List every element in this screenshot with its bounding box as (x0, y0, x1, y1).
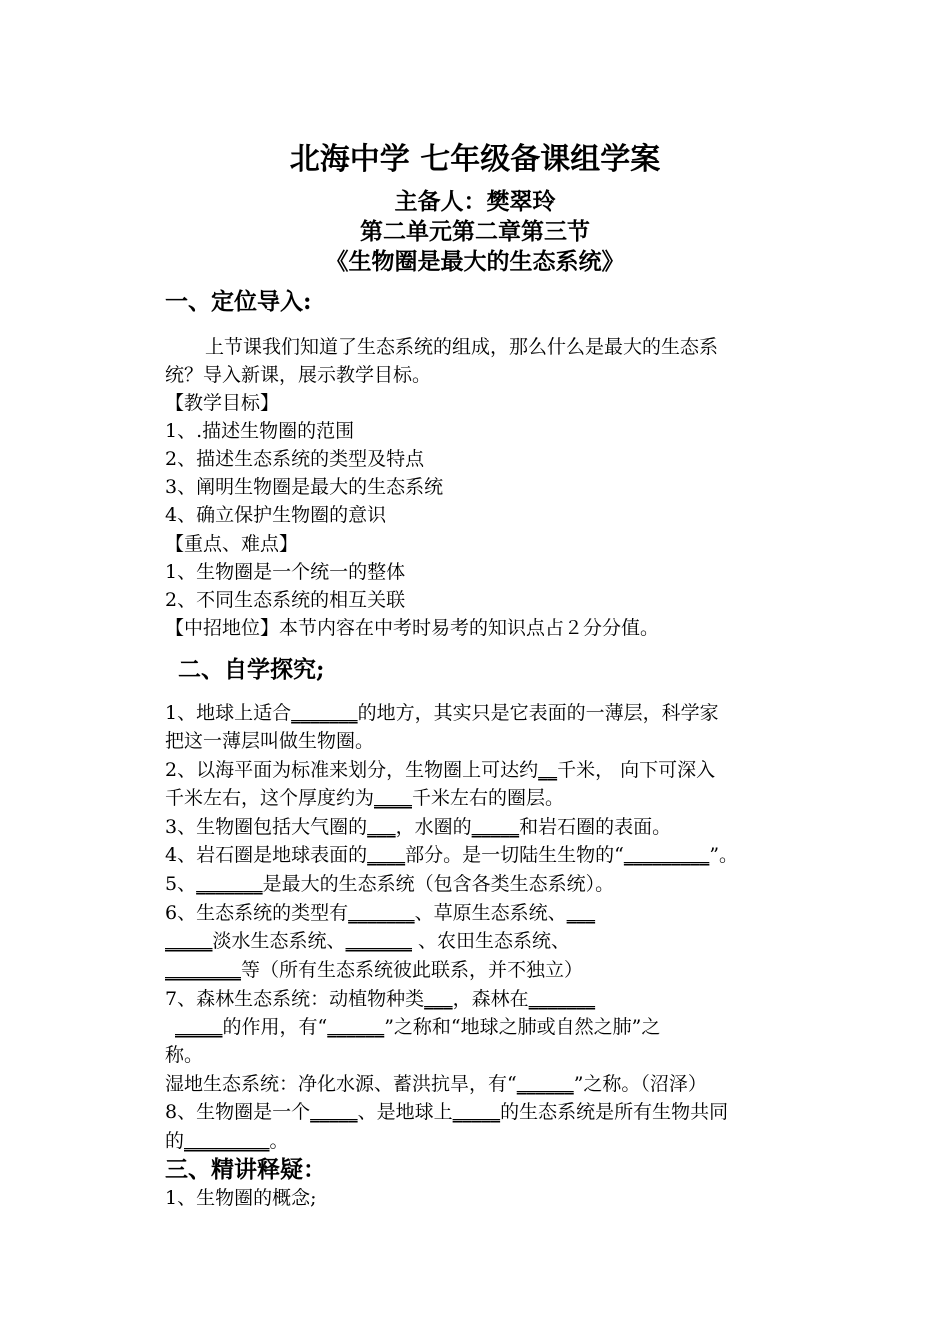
answer-blank: _______ (528, 988, 596, 1010)
goal-item: 1、.描述生物圈的范围 (165, 420, 355, 442)
question-7-line-2 (175, 1014, 660, 1040)
answer-blank: ______ (516, 1073, 574, 1095)
section1-heading: 一、定位导入: (165, 288, 312, 315)
question-text: 2、以海平面为标准来划分，生物圈上可达约 (165, 759, 539, 781)
section3-heading: 三、精讲释疑： (165, 1156, 326, 1183)
answer-blank: ________ (165, 959, 241, 981)
section3-item: 1、生物圈的概念; (165, 1187, 317, 1209)
question-text: 部分。是一切陆生生物的“ (405, 844, 624, 866)
question-text: 的作用，有“ (222, 1016, 328, 1038)
question-2-line-1 (165, 757, 715, 783)
answer-blank: _____ (165, 930, 213, 952)
question-1-line-2: 把这一薄层叫做生物圈。 (165, 730, 375, 752)
answer-blank: _________ (623, 844, 710, 866)
wetland-line (165, 1071, 707, 1097)
goals-label: 【教学目标】 (165, 392, 280, 414)
question-text: 千米左右的圈层。 (412, 787, 565, 809)
question-6-line-1 (165, 900, 595, 926)
question-text: 8、生物圈是一个 (165, 1101, 311, 1123)
intro-line-2: 统？导入新课，展示教学目标。 (165, 364, 432, 386)
question-text: 千米左右，这个厚度约为 (165, 787, 375, 809)
question-2-line-2 (165, 785, 564, 811)
question-8-line-1 (165, 1099, 728, 1125)
question-text: ，水圈的 (395, 816, 472, 838)
question-text: 。 (269, 1130, 289, 1152)
question-8-line-2 (165, 1128, 289, 1154)
answer-blank: ___ (367, 816, 396, 838)
question-6-line-3 (165, 957, 583, 983)
question-5 (165, 871, 614, 897)
question-text: 7、森林生态系统：动植物种类 (165, 988, 425, 1010)
lesson-title: 《生物圈是最大的生态系统》 (325, 248, 625, 275)
question-7-line-1 (165, 986, 595, 1012)
question-text: ”之称。（沼泽） (573, 1073, 707, 1095)
answer-blank: ____ (374, 787, 413, 809)
goal-item: 4、确立保护生物圈的意识 (165, 504, 387, 526)
answer-blank: _____ (310, 1101, 358, 1123)
author-line: 主备人：樊翠玲 (394, 188, 556, 215)
question-6-line-2 (165, 928, 570, 954)
question-text: 3、生物圈包括大气圈的 (165, 816, 368, 838)
exam-note: 【中招地位】本节内容在中考时易考的知识点占２分分值。 (165, 617, 660, 639)
question-text: 4、岩石圈是地球表面的 (165, 844, 368, 866)
answer-blank: _____ (175, 1016, 223, 1038)
chapter-line: 第二单元第二章第三节 (360, 218, 590, 245)
key-point-item: 2、不同生态系统的相互关联 (165, 589, 406, 611)
question-text: 1、地球上适合 (165, 702, 292, 724)
answer-blank: _______ (291, 702, 358, 724)
intro-line-1: 上节课我们知道了生态系统的组成，那么什么是最大的生态系 (205, 336, 719, 358)
question-text: 湿地生态系统：净化水源、蓄洪抗旱，有“ (165, 1073, 517, 1095)
key-point-item: 1、生物圈是一个统一的整体 (165, 561, 406, 583)
question-text: ”之称和“地球之肺或自然之肺”之 (384, 1016, 661, 1038)
question-1-line-1 (165, 700, 719, 726)
question-text: 5、 (165, 873, 197, 895)
answer-blank: ____ (367, 844, 406, 866)
question-text: ”。 (709, 844, 739, 866)
question-text: 的生态系统是所有生物共同 (500, 1101, 729, 1123)
answer-blank: __ (538, 759, 558, 781)
answer-blank: ___ (424, 988, 453, 1010)
goal-item: 2、描述生态系统的类型及特点 (165, 448, 425, 470)
answer-blank: _______ (348, 902, 415, 924)
question-7-line-3: 称。 (165, 1044, 204, 1066)
question-3 (165, 814, 671, 840)
question-text: 千米， 向下可深入 (557, 759, 716, 781)
answer-blank: _____ (452, 1101, 501, 1123)
question-text: 的 (165, 1130, 185, 1152)
answer-blank: _______ (196, 873, 263, 895)
question-text: 、是地球上 (357, 1101, 453, 1123)
goal-item: 3、阐明生物圈是最大的生态系统 (165, 476, 444, 498)
question-text: 6、生态系统的类型有 (165, 902, 349, 924)
answer-blank: ___ (566, 902, 596, 924)
section2-heading: 二、自学探究; (178, 656, 325, 683)
question-text: 的地方，其实只是它表面的一薄层，科学家 (357, 702, 719, 724)
question-text: ，森林在 (452, 988, 529, 1010)
question-4 (165, 842, 738, 868)
question-text: 淡水生态系统、 (212, 930, 346, 952)
question-text: 是最大的生态系统（包含各类生态系统）。 (262, 873, 615, 895)
question-text: 和岩石圈的表面。 (519, 816, 672, 838)
answer-blank: ______ (327, 1016, 385, 1038)
answer-blank: _______ (345, 930, 413, 952)
key-points-label: 【重点、难点】 (165, 533, 299, 555)
page-title: 北海中学 七年级备课组学案 (289, 142, 661, 177)
question-text: 等（所有生态系统彼此联系，并不独立） (241, 959, 584, 981)
answer-blank: _________ (184, 1130, 270, 1152)
question-text: 、农田生态系统、 (412, 930, 571, 952)
answer-blank: _____ (471, 816, 520, 838)
question-text: 、草原生态系统、 (414, 902, 567, 924)
